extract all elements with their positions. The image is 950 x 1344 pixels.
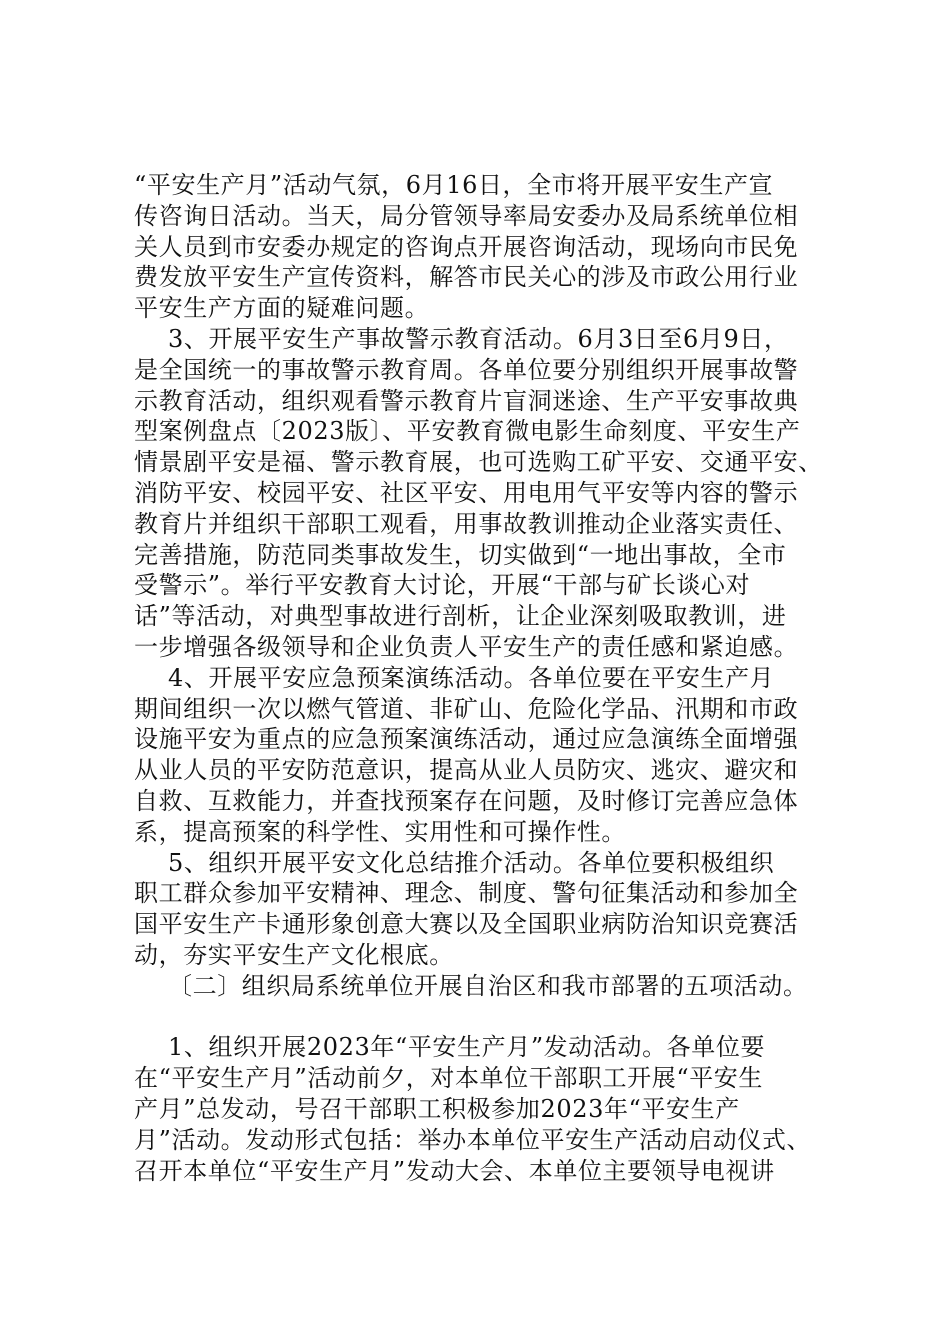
text-line: 情景剧平安是福、警示教育展，也可选购工矿平安、交通平安、 — [134, 448, 823, 477]
text-line: 产月”总发动，号召干部职工积极参加2023年“平安生产 — [134, 1094, 740, 1123]
text-line: 国平安生产卡通形象创意大赛以及全国职业病防治知识竞赛活 — [134, 910, 799, 939]
text-line: 在“平安生产月”活动前夕，对本单位干部职工开展“平安生 — [134, 1064, 764, 1093]
text-line: 型案例盘点〔2023版〕、平安教育微电影生命刻度、平安生产 — [134, 417, 801, 446]
text-line: 话”等活动，对典型事故进行剖析，让企业深刻吸取教训，进 — [134, 602, 787, 631]
text-line: 传咨询日活动。当天，局分管领导率局安委办及局系统单位相 — [134, 201, 799, 230]
text-line: 召开本单位“平安生产月”发动大会、本单位主要领导电视讲 — [134, 1156, 775, 1185]
section-heading-line: 〔二〕组织局系统单位开展自治区和我市部署的五项活动。 — [168, 971, 808, 1000]
text-line: 一步增强各级领导和企业负责人平安生产的责任感和紧迫感。 — [134, 632, 799, 661]
document-body — [134, 170, 834, 1186]
blank-line — [134, 1002, 834, 1033]
text-line: 动，夯实平安生产文化根底。 — [134, 940, 454, 969]
text-line: 完善措施，防范同类事故发生，切实做到“一地出事故，全市 — [134, 540, 787, 569]
text-line: 从业人员的平安防范意识，提高从业人员防灾、逃灾、避灾和 — [134, 756, 799, 785]
subsection-1-heading-line: 1、组织开展2023年“平安生产月”发动活动。各单位要 — [168, 1033, 766, 1062]
text-line: 职工群众参加平安精神、理念、制度、警句征集活动和参加全 — [134, 879, 799, 908]
text-line: 平安生产方面的疑难问题。 — [134, 294, 430, 323]
paragraph-4-heading-line: 4、开展平安应急预案演练活动。各单位要在平安生产月 — [168, 663, 775, 692]
text-line: 自救、互救能力，并查找预案存在问题，及时修订完善应急体 — [134, 786, 799, 815]
text-line: 设施平安为重点的应急预案演练活动，通过应急演练全面增强 — [134, 725, 799, 754]
text-line: 期间组织一次以燃气管道、非矿山、危险化学品、汛期和市政 — [134, 694, 799, 723]
text-line: 消防平安、校园平安、社区平安、用电用气平安等内容的警示 — [134, 478, 799, 507]
paragraph-3-heading-line: 3、开展平安生产事故警示教育活动。6月3日至6月9日， — [168, 324, 789, 353]
text-line: “平安生产月”活动气氛，6月16日，全市将开展平安生产宣 — [134, 171, 774, 199]
text-line: 受警示”。举行平安教育大讨论，开展“干部与矿长谈心对 — [134, 571, 751, 600]
text-line: 示教育活动，组织观看警示教育片盲洞迷途、生产平安事故典 — [134, 386, 799, 415]
text-line: 月”活动。发动形式包括：举办本单位平安生产活动启动仪式、 — [134, 1125, 812, 1154]
text-line: 是全国统一的事故警示教育周。各单位要分别组织开展事故警 — [134, 355, 799, 384]
text-line: 费发放平安生产宣传资料，解答市民关心的涉及市政公用行业 — [134, 263, 799, 292]
text-line: 系，提高预案的科学性、实用性和可操作性。 — [134, 817, 626, 846]
text-line: 关人员到市安委办规定的咨询点开展咨询活动，现场向市民免 — [134, 232, 799, 261]
paragraph-5-heading-line: 5、组织开展平安文化总结推介活动。各单位要积极组织 — [168, 848, 775, 877]
text-line: 教育片并组织干部职工观看，用事故教训推动企业落实责任、 — [134, 509, 799, 538]
